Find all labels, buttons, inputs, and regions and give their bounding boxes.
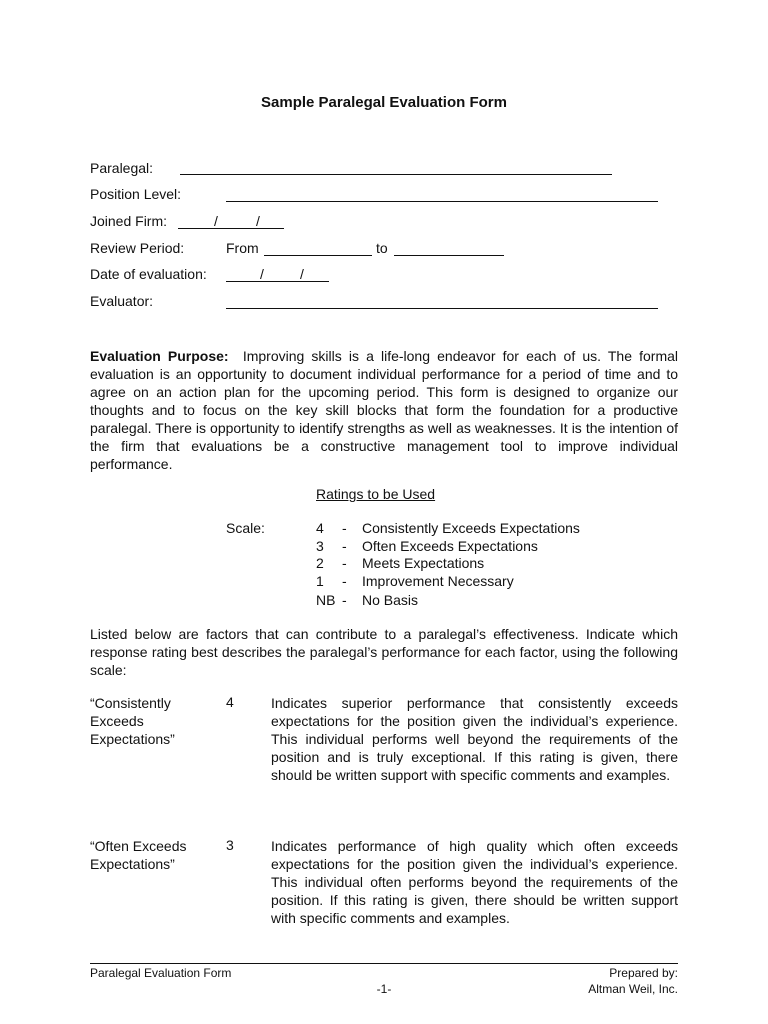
evaluator-field[interactable]: [226, 308, 658, 309]
joined-firm-slash-1: /: [214, 213, 218, 229]
rating-desc: No Basis: [362, 592, 419, 608]
date-of-evaluation-field[interactable]: [226, 281, 329, 282]
footer-company: Altman Weil, Inc.: [588, 982, 678, 996]
paralegal-field[interactable]: [180, 174, 612, 175]
rating-desc: Often Exceeds Expectations: [362, 538, 538, 554]
review-from-field[interactable]: [264, 255, 372, 256]
rating-dash: -: [342, 555, 347, 571]
date-slash-1: /: [260, 266, 264, 282]
evaluator-label: Evaluator:: [90, 293, 154, 309]
rating-dash: -: [342, 520, 347, 536]
position-level-label: Position Level:: [90, 186, 182, 202]
evaluation-purpose-text: Improving skills is a life-long endeavor for each of us. The formal evaluation is an opportunity to document individual performance for a period of time and to agree on an action plan for the upcoming period. This form is designed to organize our thoughts and to focus on the key skill blocks that form the foundation for a productive paralegal. There is opportunity to identify strengths as well as weaknesses. It is the intention of the firm that evaluations be a constructive management tool to improve individual performance.: [90, 348, 678, 472]
review-to-label: to: [376, 240, 388, 256]
footer-divider: [90, 963, 678, 964]
factors-intro: Listed below are factors that can contribute to a paralegal’s effectiveness. Indicate which response rating best describes the paralegal’s performance for each factor, using the following scale:: [90, 626, 678, 678]
rating-desc: Improvement Necessary: [362, 573, 514, 589]
factor-name: “Consistently Exceeds Expectations”: [90, 695, 175, 747]
page-number: -1-: [376, 982, 392, 996]
rating-dash: -: [342, 573, 347, 589]
rating-num: 3: [316, 538, 324, 554]
rating-desc: Meets Expectations: [362, 555, 485, 571]
scale-label: Scale:: [226, 520, 265, 536]
rating-num: 1: [316, 573, 324, 589]
factor-description: Indicates performance of high quality which often exceeds expectations for the position given the individual’s experience. This individual often performs beyond the requirements of the position. If this rating is given, there should be written support with specific comments and examples.: [271, 838, 678, 926]
footer-prepared-by: Prepared by:: [609, 966, 678, 980]
review-from-label: From: [226, 240, 259, 256]
page-title: Sample Paralegal Evaluation Form: [261, 94, 507, 111]
date-slash-2: /: [300, 266, 304, 282]
date-of-evaluation-label: Date of evaluation:: [90, 266, 207, 282]
factor-rating: 4: [226, 694, 234, 710]
rating-num: NB: [316, 592, 336, 608]
paralegal-label: Paralegal:: [90, 160, 154, 176]
rating-num: 2: [316, 555, 324, 571]
position-level-field[interactable]: [226, 201, 658, 202]
rating-num: 4: [316, 520, 324, 536]
ratings-title: Ratings to be Used: [316, 486, 436, 502]
factor-description: Indicates superior performance that consistently exceeds expectations for the position given the individual’s experience. This individual performs well beyond the requirements of the position and is truly exceptional. If this rating is given, there should be written support with specific comments and examples.: [271, 695, 678, 783]
rating-dash: -: [342, 592, 347, 608]
rating-dash: -: [342, 538, 347, 554]
review-to-field[interactable]: [394, 255, 504, 256]
footer-form-name: Paralegal Evaluation Form: [90, 966, 232, 980]
rating-desc: Consistently Exceeds Expectations: [362, 520, 580, 536]
review-period-label: Review Period:: [90, 240, 185, 256]
joined-firm-label: Joined Firm:: [90, 213, 168, 229]
factor-rating: 3: [226, 837, 234, 853]
joined-firm-slash-2: /: [256, 213, 260, 229]
evaluation-purpose-heading: Evaluation Purpose:: [90, 348, 229, 364]
joined-firm-field[interactable]: [178, 228, 284, 229]
evaluation-purpose-paragraph: [90, 347, 678, 473]
factor-name: “Often Exceeds Expectations”: [90, 838, 187, 872]
